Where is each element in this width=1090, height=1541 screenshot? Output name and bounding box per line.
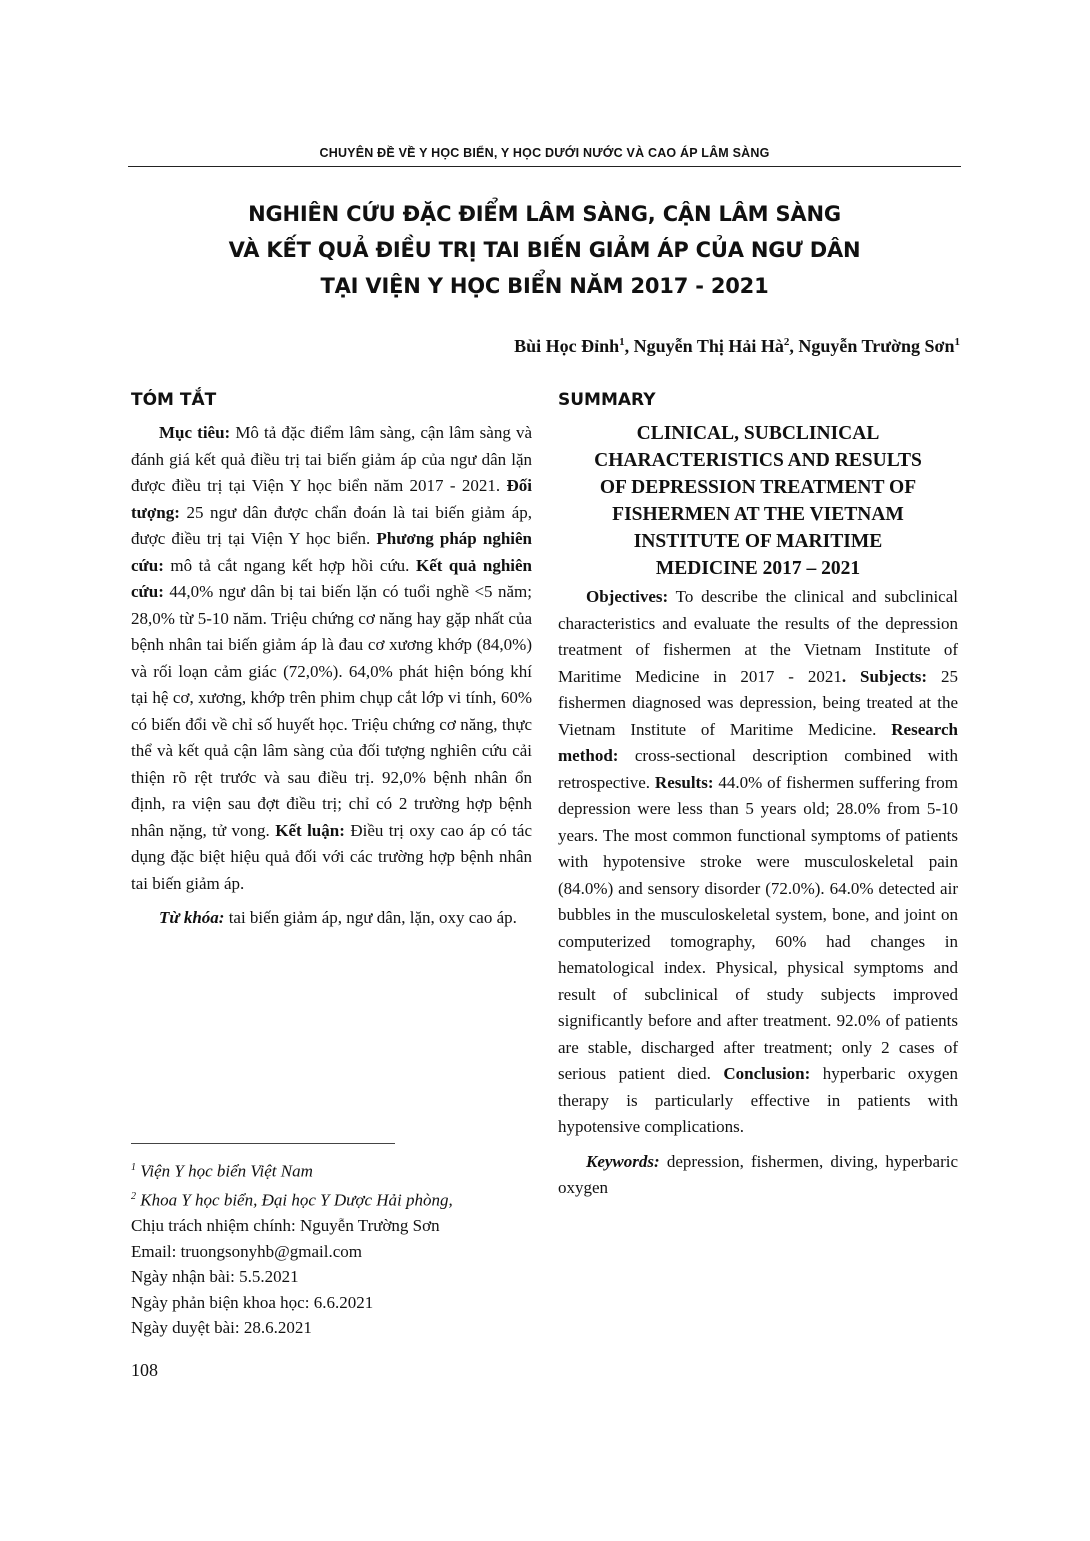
responsible-author: Chịu trách nhiệm chính: Nguyễn Trường Sơn xyxy=(131,1216,440,1236)
affiliation-marker: 2 xyxy=(783,336,790,348)
author-separator: , xyxy=(789,336,799,356)
english-title-line: FISHERMEN AT THE VIETNAM xyxy=(612,504,904,525)
abstract-heading: TÓM TẮT xyxy=(131,390,217,410)
keywords-label: Từ khóa: xyxy=(159,908,225,927)
footnote-marker: 1 xyxy=(131,1162,136,1173)
english-title-line: CHARACTERISTICS AND RESULTS xyxy=(594,450,922,471)
date-received: Ngày nhận bài: 5.5.2021 xyxy=(131,1267,299,1287)
results-label: Results: xyxy=(654,772,714,792)
footnote-affiliation-2 xyxy=(131,1184,532,1213)
keywords-text: depression, fishermen, diving, hyperbaric oxygen xyxy=(558,1151,958,1197)
subjects-label: . Subjects: xyxy=(841,666,928,686)
summary-heading: SUMMARY xyxy=(558,390,656,410)
conclusion-text: hyperbaric oxygen therapy is particularly effective in patients with hypotensive complications. xyxy=(558,1064,958,1136)
subjects-text: 25 fishermen diagnosed was depression, being treated at the Vietnam Institute of Maritime Medicine. xyxy=(558,666,958,739)
footnote-text: Khoa Y học biển, Đại học Y Dược Hải phòng, xyxy=(136,1190,453,1210)
conclusion-label: Kết luận: xyxy=(275,820,345,840)
email: Email: truongsonyhb@gmail.com xyxy=(131,1241,362,1261)
author-list xyxy=(514,336,960,357)
english-title-line: OF DEPRESSION TREATMENT OF xyxy=(599,477,917,498)
objective-label: Mục tiêu: xyxy=(159,423,231,442)
author-separator: , xyxy=(624,336,634,356)
keywords-label: Keywords: xyxy=(586,1151,660,1171)
author-name: Nguyễn Trường Sơn xyxy=(798,336,955,356)
keywords xyxy=(558,1149,958,1202)
header-divider xyxy=(128,166,961,167)
date-accepted: Ngày duyệt bài: 28.6.2021 xyxy=(131,1318,312,1338)
affiliation-marker: 1 xyxy=(954,336,960,348)
results-text: 44.0% of fishermen suffering from depression were less than 5 years old; 28.0% from 5-10 years. The most common functional symptoms of patients with hypotensive stroke were musculoskeletal pain (84.0%) and sensory disorder (72.0%). 64.0% detected air bubbles in the musculoskeletal system, bone, and joint on computerized tomography, 60% had changes in hematological index. Physical, physical symptoms and result of subclinical of study subjects improved significantly before and after treatment. 92.0% of patients are stable, discharged after treatment; only 2 cases of serious patient died. xyxy=(558,772,958,1083)
objective-text: Mô tả đặc điểm lâm sàng, cận lâm sàng và đánh giá kết quả điều trị tai biến giảm áp của ngư dân lặn được điều trị tại Viện Y học biển năm 2017 - 2021. xyxy=(131,423,532,495)
objectives-label: Objectives: xyxy=(586,587,669,606)
article-title xyxy=(128,196,961,304)
english-title xyxy=(558,420,958,582)
title-line: TẠI VIỆN Y HỌC BIỂN NĂM 2017 - 2021 xyxy=(320,274,769,298)
title-line: VÀ KẾT QUẢ ĐIỀU TRỊ TAI BIẾN GIẢM ÁP CỦA NGƯ DÂN xyxy=(228,238,861,262)
english-title-line: INSTITUTE OF MARITIME xyxy=(633,531,883,552)
conclusion-text: Điều trị oxy cao áp có tác dụng đặc biệt hiệu quả đối với các trường hợp bệnh nhân tai biến giảm áp. xyxy=(131,820,533,893)
running-header: CHUYÊN ĐỀ VỀ Y HỌC BIỂN, Y HỌC DƯỚI NƯỚC VÀ CAO ÁP LÂM SÀNG xyxy=(319,146,770,160)
method-label: Phương pháp nghiên cứu: xyxy=(131,529,532,575)
author-name: Nguyễn Thị Hải Hà xyxy=(633,336,784,356)
footnotes xyxy=(131,1155,532,1341)
footnote-divider xyxy=(131,1143,395,1144)
results-label: Kết quả nghiên cứu: xyxy=(131,555,532,601)
date-reviewed: Ngày phản biện khoa học: 6.6.2021 xyxy=(131,1292,374,1312)
subjects-label: Đối tượng: xyxy=(131,476,532,522)
method-text: mô tả cắt ngang kết hợp hồi cứu. xyxy=(163,555,416,575)
english-title-line: CLINICAL, SUBCLINICAL xyxy=(636,423,880,444)
abstract-body xyxy=(131,420,532,897)
keywords xyxy=(131,905,532,932)
affiliation-marker: 1 xyxy=(619,336,625,348)
results-text: 44,0% ngư dân bị tai biến lặn có tuổi nghề <5 năm; 28,0% từ 5-10 năm. Triệu chứng cơ năng hay gặp nhất của bệnh nhân tai biến giảm áp là đau cơ xương khớp (84,0%) và rối loạn cảm giác (72,0%). 64,0% phát hiện bóng khí tại hệ cơ, xương, khớp trên phim chụp cắt lớp vi tính, 60% có biến đổi về chỉ số huyết học. Triệu chứng cơ năng, thực thể và kết quả cận lâm sàng của đối tượng nghiên cứu cải thiện rõ rệt trước và sau điều trị. 92,0% bệnh nhân ổn định, ra viện sau đợt điều trị; chỉ có 2 trường hợp bệnh nhân nặng, tử vong. xyxy=(131,582,532,840)
method-text: cross-sectional description combined with retrospective. xyxy=(558,746,958,792)
footnote-text: Viện Y học biển Việt Nam xyxy=(136,1161,313,1181)
subjects-text: 25 ngư dân được chẩn đoán là tai biến giảm áp, được điều trị tại Viện Y học biển. xyxy=(131,502,532,548)
conclusion-label: Conclusion: xyxy=(723,1064,811,1083)
objectives-text: To describe the clinical and subclinical characteristics and evaluate the results of the depression treatment of fishermen at the Vietnam Institute of Maritime Medicine in 2017 - 2021 xyxy=(558,587,958,686)
english-summary xyxy=(558,388,958,1202)
english-title-line: MEDICINE 2017 – 2021 xyxy=(655,558,861,579)
summary-body xyxy=(558,584,958,1141)
footnote-affiliation-1 xyxy=(131,1155,532,1184)
keywords-text: tai biến giảm áp, ngư dân, lặn, oxy cao áp. xyxy=(224,908,517,927)
page-number: 108 xyxy=(131,1360,158,1380)
title-line: NGHIÊN CỨU ĐẶC ĐIỂM LÂM SÀNG, CẬN LÂM SÀNG xyxy=(248,202,841,226)
vietnamese-abstract xyxy=(131,388,532,932)
method-label: Research method: xyxy=(558,719,958,765)
footnote-marker: 2 xyxy=(131,1191,136,1203)
author-name: Bùi Học Đỉnh xyxy=(514,336,620,356)
